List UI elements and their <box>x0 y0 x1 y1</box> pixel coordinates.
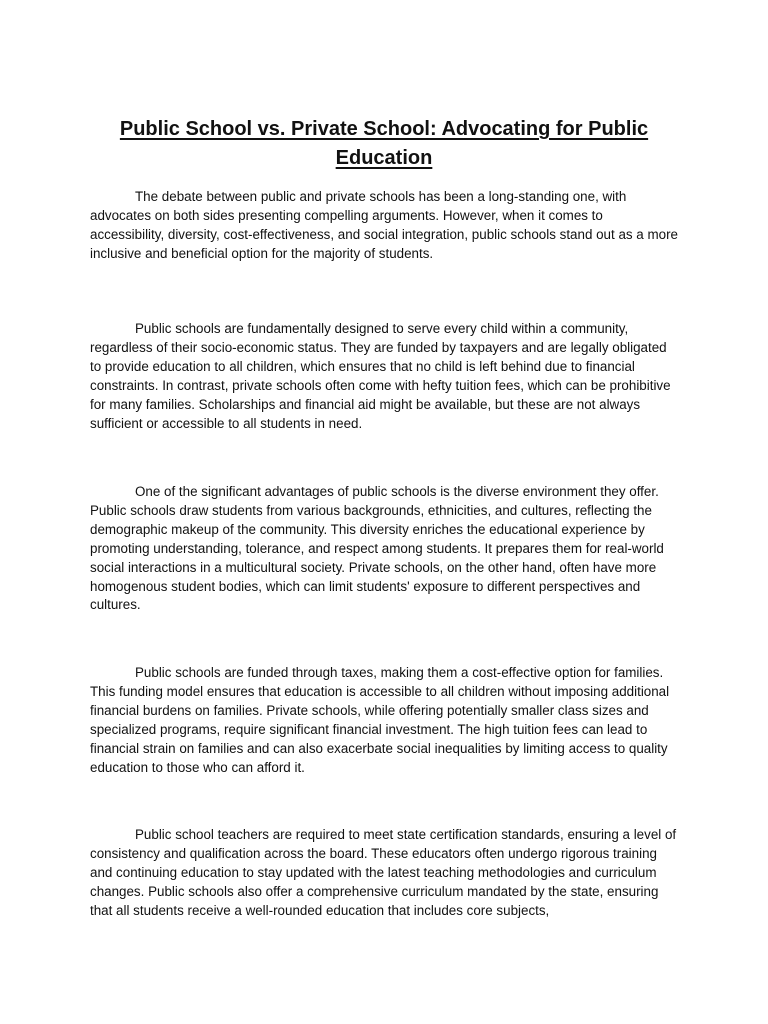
paragraph-cost-effectiveness: Public schools are funded through taxes, making them a cost-effective option for families. This funding model ensures that education is accessible to all children without imposing additional financial burdens on families. Private schools, while offering potentially smaller class sizes and specialized programs, require significant financial investment. The high tuition fees can lead to financial strain on families and can also exacerbate social inequalities by limiting access to quality education to those who can afford it. <box>90 665 670 775</box>
paragraph-diversity: One of the significant advantages of public schools is the diverse environment they offer. Public schools draw students from various backgrounds, ethnicities, and cultures, reflecting the demographic makeup of the community. This diversity enriches the educational experience by promoting understanding, tolerance, and respect among students. It prepares them for real-world social interactions in a multicultural society. Private schools, on the other hand, often have more homogenous student bodies, which can limit students' exposure to different perspectives and cultures. <box>90 484 664 613</box>
document-title: Public School vs. Private School: Advocating for Public Education <box>119 118 649 169</box>
paragraph-teacher-qualification: Public school teachers are required to meet state certification standards, ensuring a level of consistency and qualification across the board. These educators often undergo rigorous training and continuing education to stay updated with the latest teaching methodologies and curriculum changes. Public schools also offer a comprehensive curriculum mandated by the state, ensuring that all students receive a well-rounded education that includes core subjects, <box>90 827 677 918</box>
paragraph-accessibility: Public schools are fundamentally designed to serve every child within a community, regardless of their socio-economic status. They are funded by taxpayers and are legally obligated to provide education to all children, which ensures that no child is left behind due to financial constraints. In contrast, private schools often come with hefty tuition fees, which can be prohibitive for many families. Scholarships and financial aid might be available, but these are not always sufficient or accessible to all students in need. <box>90 321 671 431</box>
paragraph-introduction: The debate between public and private schools has been a long-standing one, with advocates on both sides presenting compelling arguments. However, when it comes to accessibility, diversity, cost-effectiveness, and social integration, public schools stand out as a more inclusive and beneficial option for the majority of students. <box>90 189 678 261</box>
